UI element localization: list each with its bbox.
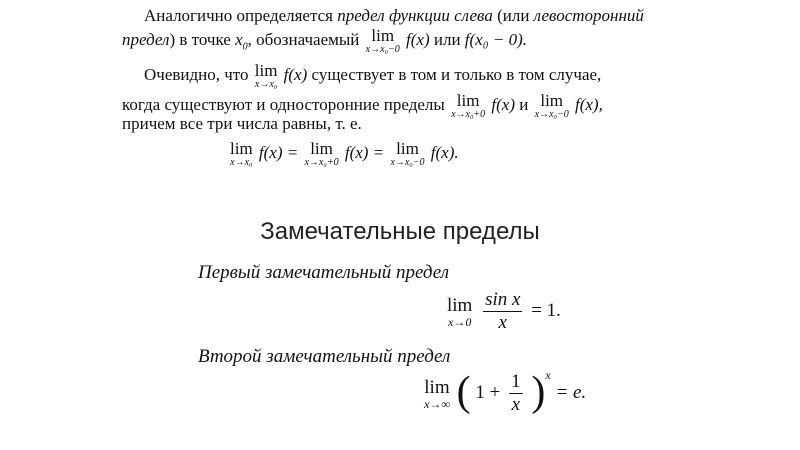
fx: f(x) (406, 29, 430, 49)
text: и (519, 94, 529, 114)
f-x0-minus: f(x₀ − 0). (464, 29, 528, 49)
text: причем все три числа равны, т. е. (122, 114, 362, 133)
denominator: x (511, 394, 521, 415)
symbol-x0: $x_0$ (235, 29, 248, 53)
equality-formula (228, 140, 459, 168)
term-limit: предел (122, 29, 170, 49)
limit-x-to-0: lim x→0 (447, 294, 473, 329)
term-left-limit: предел функции слева (337, 6, 493, 25)
one-plus: 1 + (475, 381, 501, 403)
text: Аналогично определяется (144, 6, 333, 25)
fx: f(x) = (258, 142, 299, 162)
numerator: sin x (485, 289, 521, 310)
left-paren: ( (456, 368, 471, 415)
second-limit-formula (422, 367, 587, 415)
limit-x-to-infinity: lim x→∞ (424, 376, 450, 411)
paragraph-line-2 (122, 27, 527, 57)
text: ) в точке (169, 29, 231, 49)
text: или (433, 29, 461, 49)
fx: f(x), (574, 94, 603, 114)
first-limit-formula (445, 290, 561, 333)
paragraph-line-3 (144, 62, 601, 90)
numerator: 1 (511, 371, 521, 392)
fx: f(x) (491, 94, 516, 114)
paragraph-line-1 (144, 6, 644, 26)
text: , обозначаемый (247, 29, 360, 49)
fraction-sinx-over-x (483, 290, 522, 333)
text: когда существуют и односторонние пределы (122, 94, 445, 114)
text: (или (497, 6, 530, 25)
limit-x0: lim x→x₀ (230, 139, 253, 168)
denominator: x (498, 312, 507, 333)
limit-left: lim x→x₀−0 (365, 26, 400, 55)
paragraph-line-5 (122, 114, 362, 134)
second-limit-title: Второй замечательный предел (198, 346, 451, 367)
limit-right: lim x→x₀+0 (451, 91, 486, 120)
term-left-sided: левосторонний (533, 6, 644, 25)
exponent: x (545, 367, 551, 382)
limit-right: lim x→x₀+0 (304, 139, 339, 168)
text: Очевидно, что (144, 64, 249, 84)
rhs: = 1. (531, 299, 561, 321)
right-paren: ) (531, 368, 546, 415)
fx: f(x). (430, 142, 459, 162)
limit-x0: lim x→x₀ (254, 61, 278, 90)
limit-left: lim x→x₀−0 (390, 139, 425, 168)
first-limit-title: Первый замечательный предел (198, 262, 450, 283)
text: существует в том и только в том случае, (311, 64, 602, 84)
fx: f(x) = (344, 142, 385, 162)
rhs: = e. (555, 381, 587, 403)
fx: f(x) (283, 64, 308, 84)
section-heading: Замечательные пределы (260, 218, 540, 245)
fraction-1-over-x (509, 372, 523, 415)
limit-left: lim x→x₀−0 (534, 91, 569, 120)
